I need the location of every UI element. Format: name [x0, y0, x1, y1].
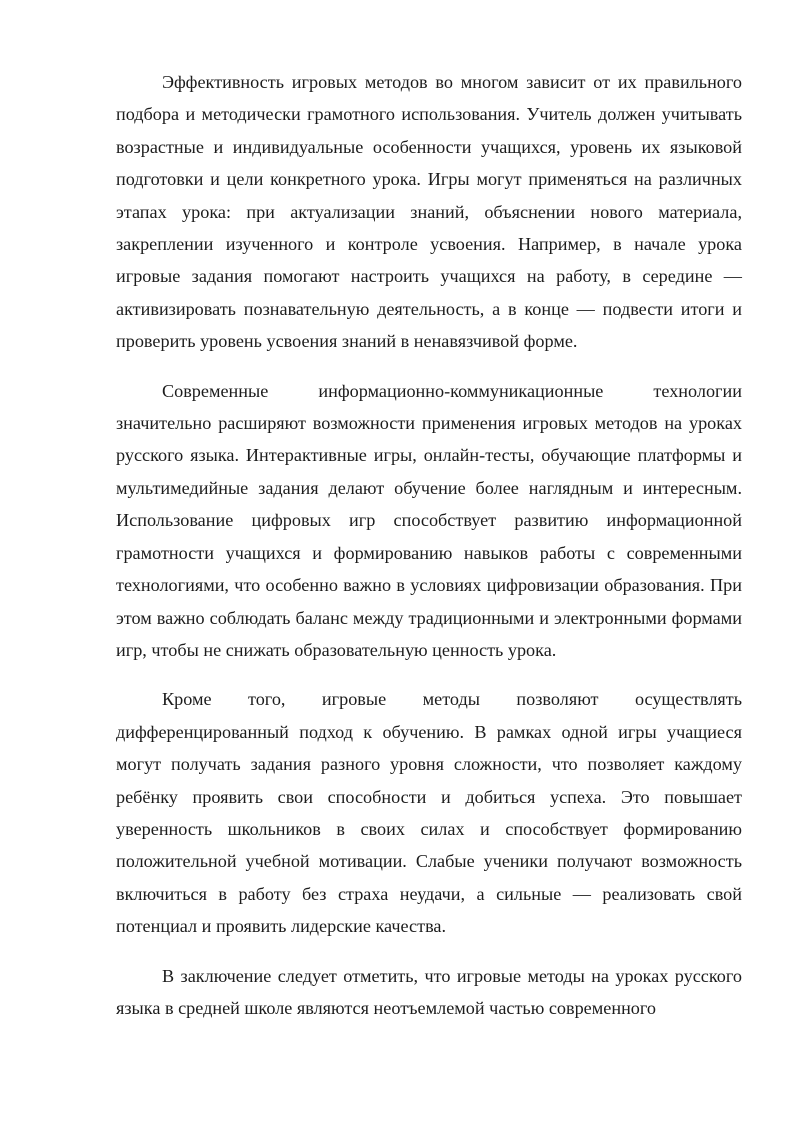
paragraph-conclusion: В заключение следует отметить, что игровые методы на уроках русского языка в средней школе являются неотъемлемой частью современного: [116, 965, 742, 1018]
document-body: [116, 66, 742, 1024]
paragraph-differentiated-approach: Кроме того, игровые методы позволяют осуществлять дифференцированный подход к обучению. В рамках одной игры учащиеся могут получать задания разного уровня сложности, что позволяет каждому ребёнку проявить свои способности и добиться успеха. Это повышает уверенность школьников в своих силах и способствует формированию положительной учебной мотивации. Слабые ученики получают возможность включиться в работу без страха неудачи, а сильные — реализовать свой потенциал и проявить лидерские качества.: [116, 689, 742, 937]
paragraph-ict-technologies: Современные информационно-коммуникационные технологии значительно расширяют возможности применения игровых методов на уроках русского языка. Интерактивные игры, онлайн-тесты, обучающие платформы и мультимедийные задания делают обучение более наглядным и интересным. Использование цифровых игр способствует развитию информационной грамотности учащихся и формированию навыков работы с современными технологиями, что особенно важно в условиях цифровизации образования. При этом важно соблюдать баланс между традиционными и электронными формами игр, чтобы не снижать образовательную ценность урока.: [116, 380, 742, 660]
paragraph-effectiveness: Эффективность игровых методов во многом зависит от их правильного подбора и методически грамотного использования. Учитель должен учитывать возрастные и индивидуальные особенности учащихся, уровень их языковой подготовки и цели конкретного урока. Игры могут применяться на различных этапах урока: при актуализации знаний, объяснении нового материала, закреплении изученного и контроле усвоения. Например, в начале урока игровые задания помогают настроить учащихся на работу, в середине — активизировать познавательную деятельность, а в конце — подвести итоги и проверить уровень усвоения знаний в ненавязчивой форме.: [116, 72, 742, 352]
